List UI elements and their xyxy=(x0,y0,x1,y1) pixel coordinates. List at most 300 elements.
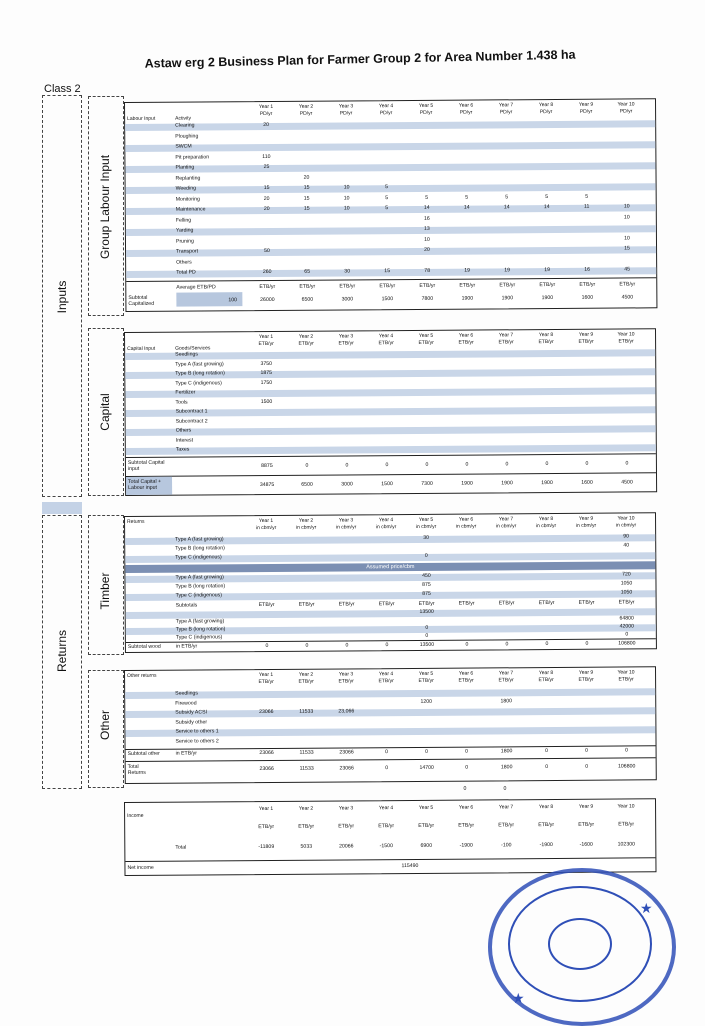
year-label: Year 10 xyxy=(607,101,645,108)
subtotal-cell: 0 xyxy=(568,641,606,647)
year-header xyxy=(407,333,445,347)
etb-unit: ETB/yr xyxy=(528,282,566,288)
year-unit: in cbm/yr xyxy=(487,523,525,530)
other-lead: Other returns xyxy=(127,673,157,679)
year-label: Year 3 xyxy=(327,671,365,678)
returns-label: Returns xyxy=(55,611,69,691)
year-header xyxy=(247,518,285,532)
year-unit: ETB/yr xyxy=(527,677,565,684)
page-title: Astaw erg 2 Business Plan for Farmer Group 2 for Area Number 1.438 ha xyxy=(80,46,640,72)
year-label: Year 9 xyxy=(567,804,605,811)
subtotal-cell: 1900 xyxy=(488,295,526,301)
income-header xyxy=(125,801,655,823)
row-label: Tools xyxy=(175,399,187,405)
year-label: Year 8 xyxy=(527,332,565,339)
row-label: Type C (indigenous) xyxy=(175,554,221,560)
inputs-separator xyxy=(42,502,82,514)
value-cell: 1500 xyxy=(247,398,285,404)
year-unit: PD/yr xyxy=(247,111,285,118)
year-unit: ETB/yr xyxy=(567,339,605,346)
etb-unit: ETB/yr xyxy=(248,284,286,290)
subtotal-cell: 0 xyxy=(608,460,646,466)
value-cell: 65 xyxy=(288,269,326,275)
year-label: Year 10 xyxy=(607,803,645,810)
year-unit: ETB/yr xyxy=(247,341,285,348)
value-cell: 5 xyxy=(368,195,406,201)
year-header xyxy=(327,671,365,685)
value-cell: 5 xyxy=(408,194,446,200)
year-header xyxy=(487,332,525,346)
value-cell: 20 xyxy=(408,247,446,253)
value-cell: 10 xyxy=(328,205,366,211)
value-cell: 0 xyxy=(407,553,445,559)
year-header xyxy=(567,102,605,116)
year-header xyxy=(327,517,365,531)
subtotal-cell: 11533 xyxy=(288,750,326,756)
value-cell: 50 xyxy=(248,248,286,254)
value-cell: 40 xyxy=(607,542,645,548)
year-label: Year 7 xyxy=(487,670,525,677)
year-unit: PD/yr xyxy=(527,109,565,116)
stamp-center-emblem xyxy=(548,918,612,970)
value-cell: 14 xyxy=(448,204,486,210)
year-unit: ETB/yr xyxy=(327,678,365,685)
row-label: Others xyxy=(176,259,192,265)
year-header xyxy=(607,101,645,115)
total-cell: 6500 xyxy=(288,482,326,488)
total-cell: 0 xyxy=(448,764,486,770)
year-label: Year 8 xyxy=(527,670,565,677)
subtotal-cell: 1500 xyxy=(368,296,406,302)
year-label: Year 10 xyxy=(607,515,645,522)
year-label: Year 1 xyxy=(247,334,285,341)
income-cell: -11809 xyxy=(247,844,285,850)
year-header xyxy=(567,516,605,530)
income-total-row xyxy=(125,841,655,854)
row-label: Subsidy other xyxy=(175,719,207,725)
year-header xyxy=(287,672,325,686)
year-unit: ETB/yr xyxy=(247,679,285,686)
value-cell: 1050 xyxy=(608,589,646,595)
row-label: Others xyxy=(176,428,192,434)
subtotal-wood-unit: in ETB/yr xyxy=(176,643,197,649)
year-header xyxy=(247,334,285,348)
income-cell: -1500 xyxy=(367,843,405,849)
total-returns-label: Total Returns xyxy=(128,764,158,776)
value-cell: 1875 xyxy=(247,370,285,376)
extra-cell: 0 xyxy=(446,786,484,792)
value-cell: 19 xyxy=(448,267,486,273)
avg-value: 100 xyxy=(228,297,237,303)
value-cell: 30 xyxy=(407,535,445,541)
year-label: Year 3 xyxy=(327,103,365,110)
year-unit: in cbm/yr xyxy=(367,524,405,531)
subtotal-cell: 0 xyxy=(528,641,566,647)
timber-section xyxy=(124,512,657,653)
year-header xyxy=(407,103,445,117)
income-cell: 6900 xyxy=(407,843,445,849)
value-cell: 90 xyxy=(607,533,645,539)
assumed-price-bar: Assumed price/cbm xyxy=(125,561,655,573)
year-label: Year 6 xyxy=(447,516,485,523)
row-label: Replanting xyxy=(176,175,201,181)
row-label: Ploughing xyxy=(175,133,198,139)
value-cell: 10 xyxy=(608,214,646,220)
year-label: Year 9 xyxy=(567,102,605,109)
row-label: Type C (indigenous) xyxy=(176,634,222,640)
value-cell: 20 xyxy=(288,174,326,180)
net-income-label: Net income xyxy=(127,865,153,871)
etb-unit: ETB/yr xyxy=(287,824,325,830)
value-cell: 11533 xyxy=(287,709,325,715)
row-label: Subcontract 1 xyxy=(176,408,208,414)
subtotal-cell: 7800 xyxy=(408,296,446,302)
subtotal-cell: 0 xyxy=(568,461,606,467)
year-header xyxy=(567,332,605,346)
row-label: Type A (fast growing) xyxy=(175,361,223,367)
year-label: Year 8 xyxy=(527,102,565,109)
year-header xyxy=(567,670,605,684)
timber-lead: Returns xyxy=(127,519,145,525)
row-label: Clearing xyxy=(175,123,194,129)
year-unit: in cbm/yr xyxy=(407,524,445,531)
class-label: Class 2 xyxy=(44,83,81,95)
value-cell: 5 xyxy=(528,193,566,199)
subtotal-cell: 0 xyxy=(328,642,366,648)
year-label: Year 9 xyxy=(567,332,605,339)
year-label: Year 1 xyxy=(247,104,285,111)
year-unit: ETB/yr xyxy=(447,339,485,346)
subtotal-cell: 0 xyxy=(528,748,566,754)
income-cell: 20066 xyxy=(327,843,365,849)
year-header xyxy=(367,671,405,685)
capital-total-label: Total Capital + Labour input xyxy=(128,479,172,491)
income-cell: 5033 xyxy=(287,844,325,850)
timber-side-label: Timber xyxy=(98,551,112,631)
year-label: Year 8 xyxy=(527,804,565,811)
year-label: Year 2 xyxy=(287,672,325,679)
etb-unit: ETB/yr xyxy=(448,600,486,606)
inputs-label: Inputs xyxy=(55,257,69,337)
year-header xyxy=(367,517,405,531)
value-cell: 13 xyxy=(408,226,446,232)
row-label: Interest xyxy=(176,437,193,443)
value-cell: 10 xyxy=(328,184,366,190)
etb-unit: ETB/yr xyxy=(568,282,606,288)
year-label: Year 2 xyxy=(287,334,325,341)
row-label: Type C (indigenous) xyxy=(175,380,221,386)
year-unit: in cbm/yr xyxy=(567,523,605,530)
year-label: Year 8 xyxy=(527,516,565,523)
year-unit: ETB/yr xyxy=(327,340,365,347)
labour-lead: Labour Input xyxy=(127,116,155,122)
etb-unit: ETB/yr xyxy=(328,601,366,607)
subtotal-cell: 0 xyxy=(288,463,326,469)
row-label: Pruning xyxy=(176,238,194,244)
year-unit: in cbm/yr xyxy=(527,523,565,530)
total-cell: 4500 xyxy=(608,479,646,485)
year-header xyxy=(367,103,405,117)
row-label: Type A (fast growing) xyxy=(175,536,223,542)
subtotal-cell: 0 xyxy=(448,641,486,647)
year-header xyxy=(407,671,445,685)
value-cell: 3750 xyxy=(247,360,285,366)
etb-unit: ETB/yr xyxy=(288,284,326,290)
year-label: Year 3 xyxy=(327,333,365,340)
year-header xyxy=(447,516,485,530)
year-label: Year 6 xyxy=(447,332,485,339)
row-label: Pit preparation xyxy=(175,154,209,160)
subtotal-cell: 0 xyxy=(408,462,446,468)
year-unit: in cbm/yr xyxy=(447,523,485,530)
value-cell: 19 xyxy=(528,267,566,273)
row-label: Type B (long rotation) xyxy=(175,545,225,551)
etb-unit: ETB/yr xyxy=(487,822,525,828)
etb-unit: ETB/yr xyxy=(607,821,645,827)
row-label: Type A (fast growing) xyxy=(176,618,224,624)
year-label: Year 4 xyxy=(367,805,405,812)
value-cell: 110 xyxy=(247,153,285,159)
value-cell: 5 xyxy=(488,194,526,200)
total-cell: 0 xyxy=(528,764,566,770)
value-cell: 16 xyxy=(408,215,446,221)
value-cell: 10 xyxy=(608,235,646,241)
year-label: Year 5 xyxy=(407,517,445,524)
other-extra-row xyxy=(124,786,654,796)
total-cell: 1500 xyxy=(368,481,406,487)
etb-unit: ETB/yr xyxy=(368,283,406,289)
year-header xyxy=(447,332,485,346)
value-cell: 64800 xyxy=(608,615,646,621)
etb-unit: ETB/yr xyxy=(488,600,526,606)
other-total xyxy=(126,757,656,782)
value-cell: 15 xyxy=(608,245,646,251)
timber-subtotal xyxy=(126,638,656,653)
row-label: Type B (long rotation) xyxy=(175,370,225,376)
subtotal-cell: 13500 xyxy=(408,642,446,648)
value-cell: 15 xyxy=(288,185,326,191)
year-label: Year 2 xyxy=(287,806,325,813)
year-unit: in cbm/yr xyxy=(607,522,645,529)
etb-unit: ETB/yr xyxy=(528,600,566,606)
etb-unit: ETB/yr xyxy=(608,281,646,287)
total-cell: 34875 xyxy=(248,482,286,488)
year-unit: ETB/yr xyxy=(487,677,525,684)
year-label: Year 9 xyxy=(567,670,605,677)
total-cell: 14700 xyxy=(408,765,446,771)
income-cell: 102300 xyxy=(607,841,645,847)
row-label: Subsidy ACSI xyxy=(175,709,207,715)
row-label: Yarding xyxy=(176,228,194,234)
subtotal-cell: 0 xyxy=(488,461,526,467)
year-label: Year 3 xyxy=(327,805,365,812)
etb-unit: ETB/yr xyxy=(408,283,446,289)
year-label: Year 2 xyxy=(287,104,325,111)
etb-unit: ETB/yr xyxy=(368,601,406,607)
row-label: Subcontract 2 xyxy=(176,418,208,424)
row-label: Fertilizer xyxy=(175,390,195,396)
year-label: Year 6 xyxy=(447,804,485,811)
subtotals-label: Subtotals xyxy=(176,602,198,608)
year-header xyxy=(607,515,645,529)
value-cell: 875 xyxy=(408,591,446,597)
etb-unit: ETB/yr xyxy=(568,600,606,606)
total-cell: 1800 xyxy=(488,764,526,770)
labour-side-label: Group Labour Input xyxy=(98,152,112,262)
year-header xyxy=(367,333,405,347)
year-unit: ETB/yr xyxy=(607,338,645,345)
income-total-label: Total xyxy=(175,845,186,851)
row-label: Seedlings xyxy=(175,690,198,696)
row-label: Service to others 2 xyxy=(175,738,218,744)
income-cell: -1600 xyxy=(567,842,605,848)
value-cell: 15 xyxy=(368,268,406,274)
etb-unit: ETB/yr xyxy=(407,823,445,829)
subtotal-cell: 1900 xyxy=(528,295,566,301)
row-label: Planting xyxy=(175,165,194,171)
year-header xyxy=(447,670,485,684)
value-cell: 5 xyxy=(368,184,406,190)
stamp-star-icon: ★ xyxy=(640,900,653,917)
year-unit: ETB/yr xyxy=(487,339,525,346)
etb-unit: ETB/yr xyxy=(488,282,526,288)
row-label: Taxes xyxy=(176,447,190,453)
total-cell: 1900 xyxy=(488,480,526,486)
subtotal-cell: 3000 xyxy=(328,296,366,302)
year-label: Year 4 xyxy=(367,333,405,340)
year-unit: in cbm/yr xyxy=(247,525,285,532)
year-unit: ETB/yr xyxy=(567,677,605,684)
year-label: Year 1 xyxy=(247,518,285,525)
year-label: Year 4 xyxy=(367,517,405,524)
subtotal-wood-label: Subtotal wood xyxy=(128,644,161,650)
value-cell: 1750 xyxy=(247,379,285,385)
total-cell: 1900 xyxy=(528,480,566,486)
subtotal-cell: 0 xyxy=(368,749,406,755)
year-label: Year 5 xyxy=(407,671,445,678)
value-cell: 1200 xyxy=(407,698,445,704)
etb-unit: ETB/yr xyxy=(527,822,565,828)
value-cell: 14 xyxy=(488,204,526,210)
subtotal-cell: 23066 xyxy=(248,750,286,756)
subtotal-cell: 0 xyxy=(528,461,566,467)
year-label: Year 7 xyxy=(487,516,525,523)
total-cell: 106800 xyxy=(608,763,646,769)
capital-total xyxy=(126,472,656,495)
subtotal-cell: 0 xyxy=(568,748,606,754)
avg-label: Average ETB/PD xyxy=(176,284,215,290)
year-header xyxy=(247,104,285,118)
year-label: Year 7 xyxy=(487,804,525,811)
year-unit: PD/yr xyxy=(447,109,485,116)
other-side-label: Other xyxy=(98,685,112,765)
stamp-star-icon: ★ xyxy=(512,990,525,1007)
year-header xyxy=(527,102,565,116)
subtotal-cell: 0 xyxy=(288,643,326,649)
value-cell: 260 xyxy=(248,269,286,275)
year-header xyxy=(487,102,525,116)
year-label: Year 9 xyxy=(567,516,605,523)
year-header xyxy=(527,516,565,530)
year-unit: PD/yr xyxy=(607,108,645,115)
year-unit: ETB/yr xyxy=(607,676,645,683)
total-cell: 0 xyxy=(568,764,606,770)
etb-unit: ETB/yr xyxy=(567,822,605,828)
value-cell: 25 xyxy=(247,164,285,170)
value-cell: 20 xyxy=(248,195,286,201)
value-cell: 23066 xyxy=(247,709,285,715)
row-label: Maintenance xyxy=(176,206,206,212)
row-label: Type B (long rotation) xyxy=(175,583,225,589)
value-cell: 0 xyxy=(408,625,446,631)
income-unit-row xyxy=(125,821,655,834)
value-cell: 15 xyxy=(288,195,326,201)
year-header xyxy=(327,103,365,117)
etb-unit: ETB/yr xyxy=(288,602,326,608)
year-header xyxy=(287,334,325,348)
year-header xyxy=(487,670,525,684)
income-cell: -1900 xyxy=(447,842,485,848)
value-cell: 5 xyxy=(368,205,406,211)
value-cell: 14 xyxy=(528,204,566,210)
year-header xyxy=(287,104,325,118)
activity-header: Activity xyxy=(175,116,191,122)
etb-unit: ETB/yr xyxy=(327,823,365,829)
value-cell: 45 xyxy=(608,266,646,272)
value-cell: 15 xyxy=(248,185,286,191)
etb-unit: ETB/yr xyxy=(608,599,646,605)
value-cell: 1050 xyxy=(607,580,645,586)
year-unit: ETB/yr xyxy=(447,677,485,684)
subtotal-other-label: Subtotal other xyxy=(128,751,160,757)
etb-unit: ETB/yr xyxy=(367,823,405,829)
value-cell: 19 xyxy=(488,267,526,273)
subtotal-cell: 1800 xyxy=(488,748,526,754)
year-label: Year 10 xyxy=(607,331,645,338)
year-header xyxy=(247,672,285,686)
value-cell: 10 xyxy=(408,236,446,242)
row-label: Type C (indigenous) xyxy=(176,592,222,598)
subtotal-cell: 4500 xyxy=(608,294,646,300)
year-label: Year 7 xyxy=(487,102,525,109)
year-unit: ETB/yr xyxy=(407,340,445,347)
row-label: Total PD xyxy=(176,270,196,276)
subtotal-cell: 0 xyxy=(248,643,286,649)
total-cell: 23066 xyxy=(328,765,366,771)
year-unit: PD/yr xyxy=(407,110,445,117)
row-label: SWCM xyxy=(175,144,191,150)
capital-lead: Capital Input xyxy=(127,346,155,352)
etb-unit: ETB/yr xyxy=(448,282,486,288)
year-unit: ETB/yr xyxy=(367,678,405,685)
total-cell: 3000 xyxy=(328,481,366,487)
year-header xyxy=(407,517,445,531)
year-unit: ETB/yr xyxy=(407,678,445,685)
row-label: Seedlings xyxy=(175,351,198,357)
etb-unit: ETB/yr xyxy=(447,822,485,828)
year-unit: ETB/yr xyxy=(287,679,325,686)
value-cell: 11 xyxy=(568,204,606,210)
other-section xyxy=(124,666,657,784)
income-cell: -100 xyxy=(487,842,525,848)
value-cell: 78 xyxy=(408,268,446,274)
subtotal-cell: 6500 xyxy=(288,297,326,303)
year-label: Year 5 xyxy=(407,103,445,110)
subtotal-cell: 0 xyxy=(408,749,446,755)
year-label: Year 6 xyxy=(447,102,485,109)
total-cell: 1900 xyxy=(448,480,486,486)
year-label: Year 3 xyxy=(327,517,365,524)
